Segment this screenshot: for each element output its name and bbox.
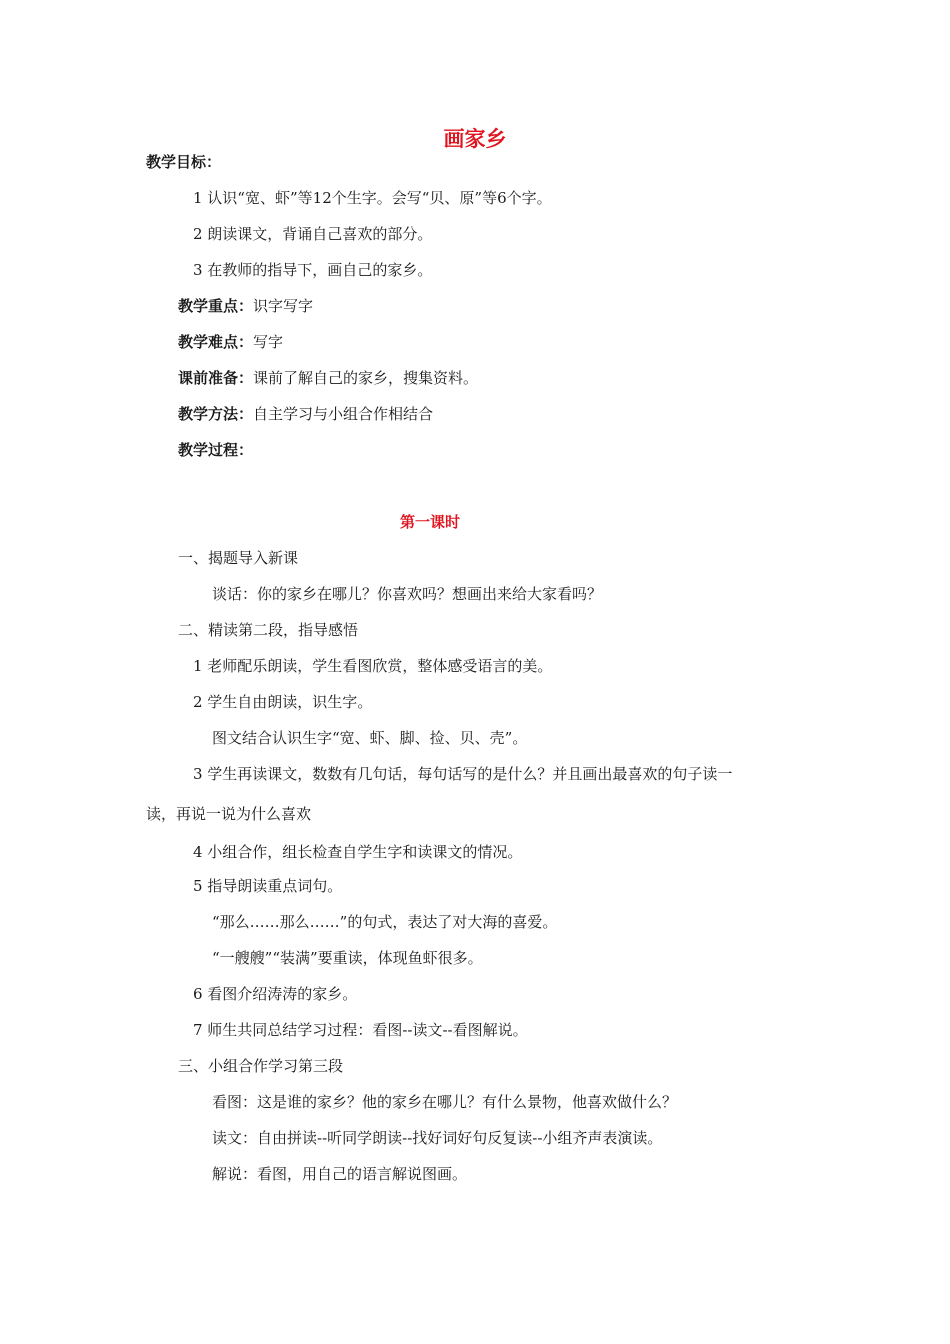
objective-item: 1 认识“宽、虾”等12个生字。会写“贝、原”等6个字。: [193, 189, 552, 207]
paragraph: “一艘艘”“装满”要重读，体现鱼虾很多。: [212, 949, 483, 967]
step: 6 看图介绍涛涛的家乡。: [193, 985, 358, 1003]
paragraph: “那么……那么……”的句式，表达了对大海的喜爱。: [212, 913, 558, 931]
meta-label: 教学难点：: [178, 333, 254, 351]
meta-value: 自主学习与小组合作相结合: [253, 405, 434, 423]
paragraph: 图文结合认识生字“宽、虾、脚、捡、贝、壳”。: [212, 729, 528, 747]
objective-item: 3 在教师的指导下，画自己的家乡。: [193, 261, 433, 279]
section-heading: 三、小组合作学习第三段: [178, 1057, 344, 1075]
step-continuation: 读，再说一说为什么喜欢: [146, 805, 312, 823]
meta-label: 课前准备：: [178, 369, 254, 387]
lesson-title: 第一课时: [399, 513, 460, 531]
meta-difficulties: [178, 332, 283, 352]
objective-item: 2 朗读课文，背诵自己喜欢的部分。: [193, 225, 433, 243]
meta-label: 教学重点：: [178, 297, 254, 315]
meta-value: 识字写字: [253, 297, 314, 315]
step: 1 老师配乐朗读，学生看图欣赏，整体感受语言的美。: [193, 657, 553, 675]
paragraph: 解说：看图，用自己的语言解说图画。: [212, 1165, 468, 1183]
step: 4 小组合作，组长检查自学生字和读课文的情况。: [193, 843, 523, 861]
step: 7 师生共同总结学习过程：看图--读文--看图解说。: [193, 1021, 528, 1039]
meta-value: 课前了解自己的家乡，搜集资料。: [253, 369, 479, 387]
objectives-label: 教学目标：: [146, 153, 222, 171]
step: 2 学生自由朗读，识生字。: [193, 693, 373, 711]
meta-preparation: [178, 368, 478, 388]
paragraph: 看图：这是谁的家乡？他的家乡在哪儿？有什么景物，他喜欢做什么？: [212, 1093, 678, 1111]
section-heading: 二、精读第二段，指导感悟: [178, 621, 359, 639]
section-heading: 一、揭题导入新课: [178, 549, 299, 567]
meta-method: [178, 404, 433, 424]
meta-key-points: [178, 296, 313, 316]
paragraph: 读文：自由拼读--听同学朗读--找好词好句反复读--小组齐声表演读。: [212, 1129, 663, 1147]
step: 5 指导朗读重点词句。: [193, 877, 343, 895]
paragraph: 谈话：你的家乡在哪儿？你喜欢吗？想画出来给大家看吗？: [212, 585, 603, 603]
step: 3 学生再读课文，数数有几句话，每句话写的是什么？并且画出最喜欢的句子读一: [193, 765, 733, 783]
meta-label: 教学方法：: [178, 405, 254, 423]
meta-process: [178, 440, 253, 460]
meta-value: 写字: [253, 333, 284, 351]
page-title: 画家乡: [443, 126, 507, 151]
meta-label: 教学过程：: [178, 441, 254, 459]
